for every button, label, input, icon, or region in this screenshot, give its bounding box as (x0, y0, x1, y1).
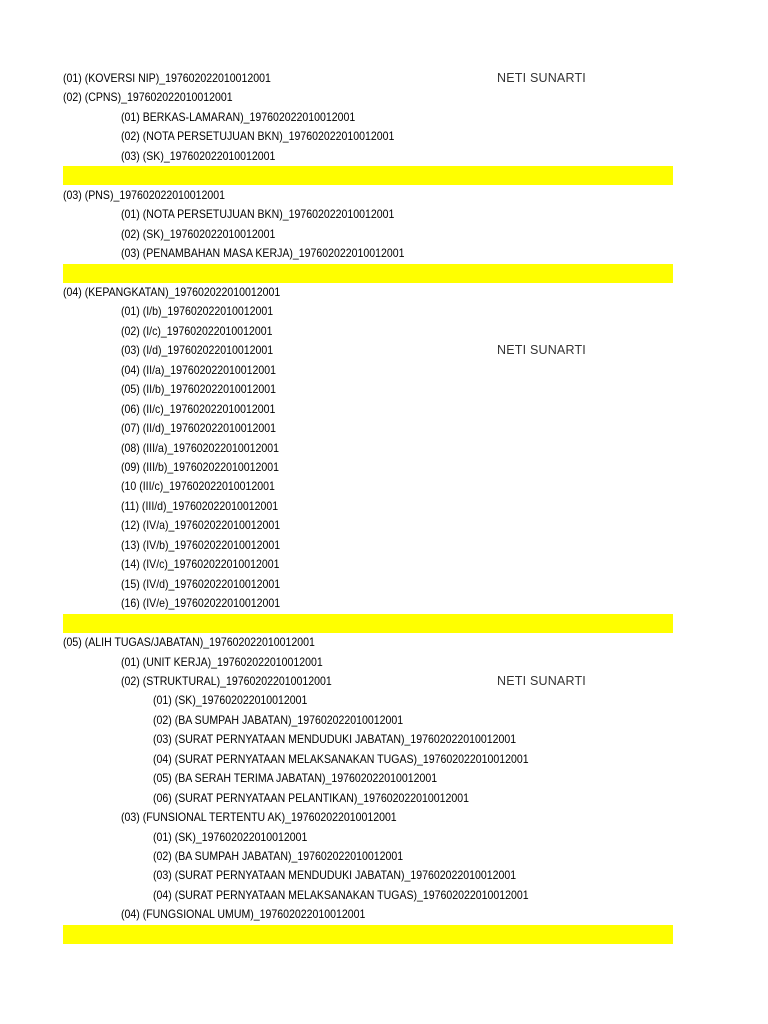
section-row (63, 283, 673, 302)
item-row (63, 361, 673, 380)
row-label: (04) (KEPANGKATAN)_197602022010012001 (63, 284, 281, 299)
item-row (63, 575, 673, 594)
owner-name: NETI SUNARTI (497, 343, 586, 358)
section-row (63, 633, 673, 652)
highlight-separator-row (63, 614, 673, 633)
row-label: (09) (III/b)_197602022010012001 (121, 460, 279, 474)
item-row (63, 594, 673, 613)
item-row (63, 341, 673, 360)
item-row (63, 205, 673, 224)
row-label: (13) (IV/b)_197602022010012001 (121, 537, 281, 552)
row-label: (05) (ALIH TUGAS/JABATAN)_197602022010012001 (63, 635, 315, 650)
row-label: (10 (III/c)_197602022010012001 (121, 479, 275, 494)
row-label: (11) (III/d)_197602022010012001 (121, 498, 279, 513)
row-label: (01) BERKAS-LAMARAN)_197602022010012001 (121, 109, 356, 124)
row-label: (01) (I/b)_197602022010012001 (121, 304, 274, 319)
row-label: (01) (SK)_197602022010012001 (153, 693, 308, 708)
subitem-row (63, 730, 673, 749)
row-label: (16) (IV/e)_197602022010012001 (121, 596, 281, 611)
row-label: (08) (III/a)_197602022010012001 (121, 440, 279, 455)
subitem-row (63, 886, 673, 905)
subitem-row (63, 711, 673, 730)
item-row (63, 322, 673, 341)
row-label: (03) (PENAMBAHAN MASA KERJA)_197602022010012001 (121, 246, 405, 261)
row-label: (01) (NOTA PERSETUJUAN BKN)_197602022010012001 (121, 207, 395, 222)
item-row (63, 516, 673, 535)
row-label: (02) (SK)_197602022010012001 (121, 226, 276, 241)
row-label: (02) (CPNS)_197602022010012001 (63, 90, 233, 105)
row-label: (15) (IV/d)_197602022010012001 (121, 576, 281, 591)
section-row (63, 69, 673, 88)
item-row (63, 127, 673, 146)
row-label: (01) (SK)_197602022010012001 (153, 829, 308, 844)
subitem-row (63, 691, 673, 710)
row-label: (01) (KOVERSI NIP)_197602022010012001 (63, 71, 271, 85)
item-row (63, 419, 673, 438)
row-label: (03) (PNS)_197602022010012001 (63, 187, 226, 202)
row-label: (01) (UNIT KERJA)_197602022010012001 (121, 654, 323, 669)
row-label: (12) (IV/a)_197602022010012001 (121, 518, 281, 533)
row-label: (03) (SURAT PERNYATAAN MENDUDUKI JABATAN)_197602022010012001 (153, 732, 517, 747)
item-row (63, 905, 673, 924)
subitem-row (63, 866, 673, 885)
highlight-separator-row (63, 925, 673, 944)
row-label: (05) (BA SERAH TERIMA JABATAN)_197602022010012001 (153, 771, 438, 786)
item-row (63, 439, 673, 458)
highlight-separator-row (63, 264, 673, 283)
item-row (63, 458, 673, 477)
subitem-row (63, 769, 673, 788)
row-label: (06) (II/c)_197602022010012001 (121, 401, 276, 416)
subitem-row (63, 789, 673, 808)
highlight-separator-row (63, 166, 673, 185)
section-row (63, 88, 673, 107)
item-row (63, 225, 673, 244)
row-label: (05) (II/b)_197602022010012001 (121, 382, 277, 397)
item-row (63, 477, 673, 496)
row-label: (02) (STRUKTURAL)_197602022010012001 (121, 673, 332, 688)
subitem-row (63, 828, 673, 847)
item-row (63, 147, 673, 166)
subitem-row (63, 750, 673, 769)
row-label: (14) (IV/c)_197602022010012001 (121, 557, 280, 572)
item-row (63, 653, 673, 672)
item-row (63, 244, 673, 263)
row-label: (07) (II/d)_197602022010012001 (121, 421, 277, 436)
row-label: (03) (I/d)_197602022010012001 (121, 343, 274, 358)
item-row (63, 302, 673, 321)
row-label: (02) (BA SUMPAH JABATAN)_197602022010012001 (153, 712, 404, 727)
row-label: (03) (FUNSIONAL TERTENTU AK)_197602022010012001 (121, 810, 397, 825)
row-label: (04) (II/a)_197602022010012001 (121, 362, 277, 377)
row-label: (02) (I/c)_197602022010012001 (121, 323, 273, 338)
section-row (63, 186, 673, 205)
owner-name: NETI SUNARTI (497, 673, 586, 688)
subitem-row (63, 847, 673, 866)
row-label: (04) (SURAT PERNYATAAN MELAKSANAKAN TUGAS)_197602022010012001 (153, 751, 529, 766)
row-label: (03) (SK)_197602022010012001 (121, 148, 276, 163)
row-label: (03) (SURAT PERNYATAAN MENDUDUKI JABATAN)_197602022010012001 (153, 868, 517, 883)
row-label: (04) (SURAT PERNYATAAN MELAKSANAKAN TUGAS)_197602022010012001 (153, 887, 529, 902)
item-row (63, 808, 673, 827)
row-label: (06) (SURAT PERNYATAAN PELANTIKAN)_197602022010012001 (153, 790, 469, 805)
owner-name: NETI SUNARTI (497, 71, 586, 85)
item-row (63, 108, 673, 127)
item-row (63, 536, 673, 555)
item-row (63, 555, 673, 574)
item-row (63, 400, 673, 419)
item-row (63, 672, 673, 691)
row-label: (02) (NOTA PERSETUJUAN BKN)_197602022010012001 (121, 129, 395, 144)
row-label: (04) (FUNGSIONAL UMUM)_197602022010012001 (121, 907, 366, 922)
item-row (63, 497, 673, 516)
item-row (63, 380, 673, 399)
row-label: (02) (BA SUMPAH JABATAN)_197602022010012001 (153, 849, 404, 863)
